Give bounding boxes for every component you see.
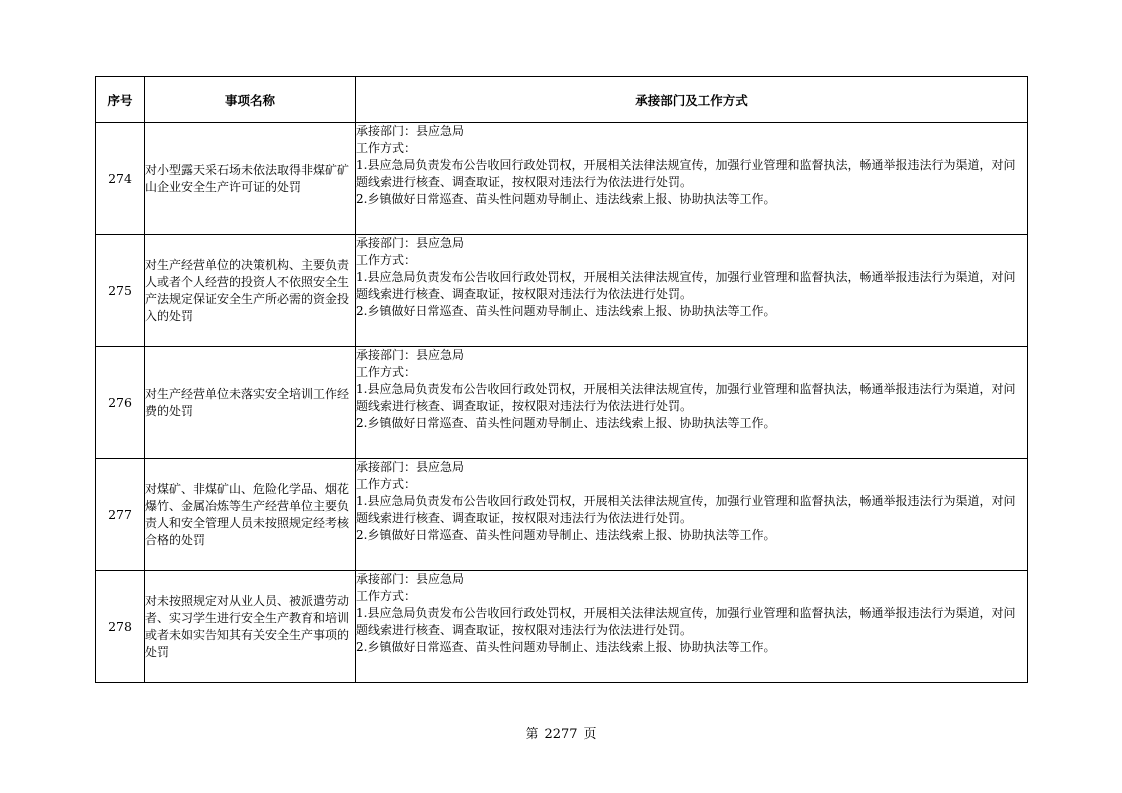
table-row <box>96 235 1028 347</box>
row-item-name: 对生产经营单位未落实安全培训工作经费的处罚 <box>145 347 356 459</box>
table-row <box>96 571 1028 683</box>
mode-title: 工作方式： <box>356 253 417 267</box>
row-number: 277 <box>96 459 145 571</box>
step-1: 1.县应急局负责发布公告收回行政处罚权，开展相关法律法规宣传，加强行业管理和监督执法，畅通举报违法行为渠道，对问题线索进行核查、调查取证，按权限对违法行为依法进行处罚。 <box>356 494 1016 525</box>
row-dept-method <box>356 459 1028 571</box>
mode-title: 工作方式： <box>356 141 417 155</box>
table-header-row <box>96 77 1028 123</box>
step-2: 2.乡镇做好日常巡查、苗头性问题劝导制止、违法线索上报、协助执法等工作。 <box>356 416 776 430</box>
header-serial: 序号 <box>96 77 145 123</box>
mode-title: 工作方式： <box>356 589 417 603</box>
row-number: 276 <box>96 347 145 459</box>
mode-title: 工作方式： <box>356 365 417 379</box>
dept-line: 承接部门：县应急局 <box>356 572 465 586</box>
row-item-name: 对小型露天采石场未依法取得非煤矿矿山企业安全生产许可证的处罚 <box>145 123 356 235</box>
step-2: 2.乡镇做好日常巡查、苗头性问题劝导制止、违法线索上报、协助执法等工作。 <box>356 640 776 654</box>
dept-line: 承接部门：县应急局 <box>356 460 465 474</box>
step-2: 2.乡镇做好日常巡查、苗头性问题劝导制止、违法线索上报、协助执法等工作。 <box>356 192 776 206</box>
row-item-name: 对未按照规定对从业人员、被派遣劳动者、实习学生进行安全生产教育和培训或者未如实告知其有关安全生产事项的处罚 <box>145 571 356 683</box>
row-item-name: 对煤矿、非煤矿山、危险化学品、烟花爆竹、金属冶炼等生产经营单位主要负责人和安全管理人员未按照规定经考核合格的处罚 <box>145 459 356 571</box>
dept-line: 承接部门：县应急局 <box>356 124 465 138</box>
page-footer <box>0 723 1122 742</box>
step-2: 2.乡镇做好日常巡查、苗头性问题劝导制止、违法线索上报、协助执法等工作。 <box>356 304 776 318</box>
step-1: 1.县应急局负责发布公告收回行政处罚权，开展相关法律法规宣传，加强行业管理和监督执法，畅通举报违法行为渠道，对问题线索进行核查、调查取证，按权限对违法行为依法进行处罚。 <box>356 158 1016 189</box>
step-1: 1.县应急局负责发布公告收回行政处罚权，开展相关法律法规宣传，加强行业管理和监督执法，畅通举报违法行为渠道，对问题线索进行核查、调查取证，按权限对违法行为依法进行处罚。 <box>356 270 1016 301</box>
row-dept-method <box>356 347 1028 459</box>
step-1: 1.县应急局负责发布公告收回行政处罚权，开展相关法律法规宣传，加强行业管理和监督执法，畅通举报违法行为渠道，对问题线索进行核查、调查取证，按权限对违法行为依法进行处罚。 <box>356 382 1016 413</box>
step-2: 2.乡镇做好日常巡查、苗头性问题劝导制止、违法线索上报、协助执法等工作。 <box>356 528 776 542</box>
header-item-name: 事项名称 <box>145 77 356 123</box>
row-item-name: 对生产经营单位的决策机构、主要负责人或者个人经营的投资人不依照安全生产法规定保证安全生产所必需的资金投入的处罚 <box>145 235 356 347</box>
table-row <box>96 347 1028 459</box>
step-1: 1.县应急局负责发布公告收回行政处罚权，开展相关法律法规宣传，加强行业管理和监督执法，畅通举报违法行为渠道，对问题线索进行核查、调查取证，按权限对违法行为依法进行处罚。 <box>356 606 1016 637</box>
mode-title: 工作方式： <box>356 477 417 491</box>
table-row <box>96 459 1028 571</box>
row-dept-method <box>356 123 1028 235</box>
row-number: 275 <box>96 235 145 347</box>
page-number: 2277 <box>544 727 578 742</box>
row-dept-method <box>356 571 1028 683</box>
row-number: 278 <box>96 571 145 683</box>
header-dept-method: 承接部门及工作方式 <box>356 77 1028 123</box>
table-row <box>96 123 1028 235</box>
item-table <box>95 76 1028 683</box>
dept-line: 承接部门：县应急局 <box>356 236 465 250</box>
row-number: 274 <box>96 123 145 235</box>
dept-line: 承接部门：县应急局 <box>356 348 465 362</box>
footer-prefix: 第 <box>525 727 539 742</box>
footer-suffix: 页 <box>583 727 597 742</box>
row-dept-method <box>356 235 1028 347</box>
